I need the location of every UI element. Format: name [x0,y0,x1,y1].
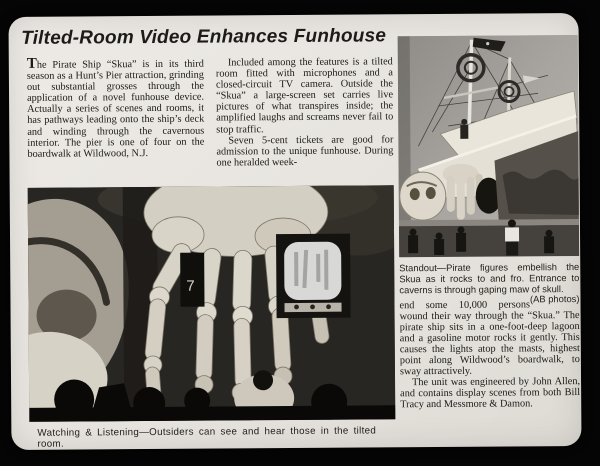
pirate-ship-illustration [398,35,580,257]
page-title: Tilted-Room Video Enhances Funhouse [21,25,387,49]
para-intro [26,55,205,160]
para-features: Included among the features is a tilted room fitted with microphones and a closed-circuit TV camera. Outside the “Skua” a large-screen set carries live pictures of what transpires inside; the amplified laughs and screams never fail to stop traffic. [215,56,394,136]
drop-cap: T [26,55,37,72]
column-left [26,55,205,170]
sign-number [180,253,204,307]
svg-text:7: 7 [186,277,195,295]
room-photo-caption: Watching & Listening—Outsiders can see and hear those in the tilted room. [37,425,377,450]
para-tickets: Seven 5-cent tickets are good for admission to the unique funhouse. During one heralded week- [216,133,394,169]
deck-figure [460,119,468,139]
boardwalk [399,219,579,226]
tilted-room-illustration [28,185,396,422]
para-continuation: end some 10,000 persons wound their way through the “Skua.” The pirate ship sits in a one-foot-deep lagoon and a gasoline motor rocks it gently. This causes the lights atop the masts, highest point along Wildwood’s boardwalk, to sway attractively. [399,299,580,378]
tv-screen [284,242,341,300]
pirate-ship-photo [398,35,580,257]
para-intro-text: he Pirate Ship “Skua” is in its third season as a Hunt’s Pier attraction, grinding out substantial grosses through the application of a novel funhouse device. Actually a series of scenes and rooms, it has pathways leading onto the ship’s deck and winding through the cavernous interior. The pier is one of four on the boardwalk at Wildwood, N.J. [26,58,205,160]
ship-caption-text: Standout—Pirate figures embellish the Skua as it rocks to and fro. Entrance to caverns is through gaping maw of skull. [399,261,580,295]
ship-photo-caption [399,261,580,305]
tv-monitor [276,234,351,319]
tilted-room-photo [28,185,396,422]
column-right-text [399,300,580,410]
para-engineer: The unit was engineered by John Allen, and contains display scenes from both Bill Tracy and Messmore & Damon. [400,375,581,410]
magazine-clipping-page [8,13,581,450]
column-middle [216,56,394,168]
article-columns [27,56,394,169]
right-column [398,35,581,411]
photo-credit: (AB photos) [529,293,580,305]
skull-sculpture [28,187,162,422]
